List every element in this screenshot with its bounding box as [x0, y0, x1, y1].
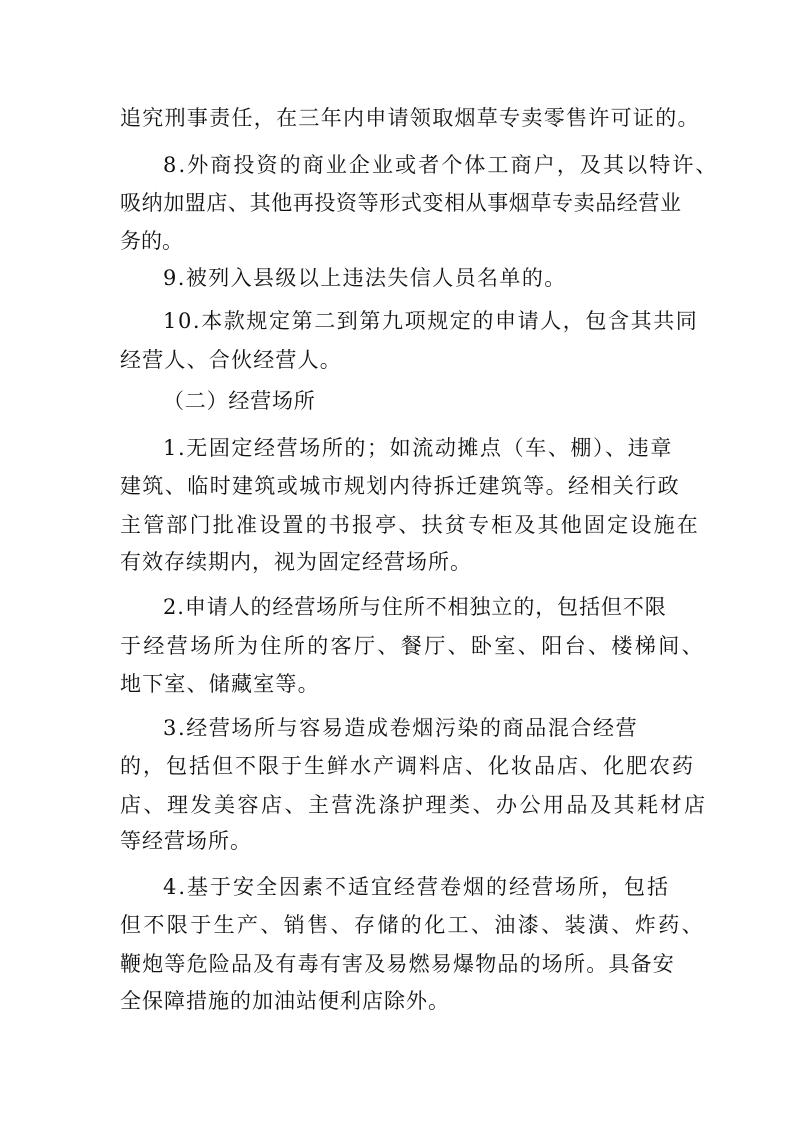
text-line: 店、理发美容店、主营洗涤护理类、办公用品及其耗材店 — [120, 793, 708, 817]
text-line: 建筑、临时建筑或城市规划内待拆迁建筑等。经相关行政 — [120, 474, 680, 498]
text-line: 8.外商投资的商业企业或者个体工商户，及其以特许、 — [163, 153, 719, 177]
text-line: 鞭炮等危险品及有毒有害及易燃易爆物品的场所。具备安 — [120, 952, 675, 976]
text-line: 地下室、储藏室等。 — [120, 672, 320, 696]
text-line: 经营人、合伙经营人。 — [120, 348, 342, 372]
section-heading: （二）经营场所 — [163, 389, 316, 413]
text-line: 主管部门批准设置的书报亭、扶贫专柜及其他固定设施在 — [120, 513, 700, 537]
text-line: 9.被列入县级以上违法失信人员名单的。 — [163, 266, 567, 290]
text-line: 吸纳加盟店、其他再投资等形式变相从事烟草专卖品经营业 — [120, 191, 682, 215]
text-line: 10.本款规定第二到第九项规定的申请人，包含其共同 — [163, 309, 699, 333]
text-line: 但不限于生产、销售、存储的化工、油漆、装潢、炸药、 — [120, 913, 705, 937]
text-line: 等经营场所。 — [120, 829, 252, 853]
text-line: 有效存续期内，视为固定经营场所。 — [120, 550, 472, 574]
text-line: 3.经营场所与容易造成卷烟污染的商品混合经营 — [163, 716, 639, 740]
text-line: 于经营场所为住所的客厅、餐厅、卧室、阳台、楼梯间、 — [120, 634, 705, 658]
text-line: 的，包括但不限于生鲜水产调料店、化妆品店、化肥农药 — [120, 754, 695, 778]
text-line: 1.无固定经营场所的；如流动摊点（车、棚）、违章 — [163, 436, 673, 460]
text-line: 全保障措施的加油站便利店除外。 — [120, 989, 450, 1013]
text-line: 2.申请人的经营场所与住所不相独立的，包括但不限 — [163, 595, 667, 619]
text-line: 务的。 — [120, 229, 183, 253]
text-line: 追究刑事责任，在三年内申请领取烟草专卖零售许可证的。 — [120, 106, 700, 130]
text-line: 4.基于安全因素不适宜经营卷烟的经营场所，包括 — [163, 875, 671, 899]
